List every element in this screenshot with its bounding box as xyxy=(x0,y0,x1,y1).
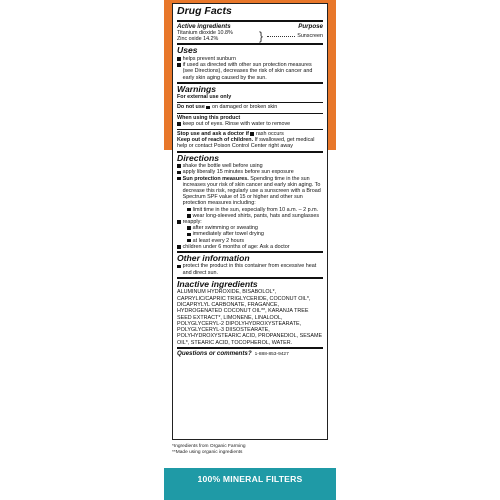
divider xyxy=(177,347,323,349)
divider xyxy=(177,129,323,130)
drug-facts-title: Drug Facts xyxy=(177,5,232,17)
bullet-icon xyxy=(177,122,181,126)
children-direction: children under 6 months of age: Ask a doctor xyxy=(177,244,323,250)
external-use-note: For external use only xyxy=(177,94,232,101)
uses-title: Uses xyxy=(177,45,198,56)
sun-sub-item-2: wear long-sleeved shirts, pants, hats and sunglasses xyxy=(177,213,323,219)
bullet-icon xyxy=(177,265,181,269)
sun-sub-item-1: limit time in the sun, especially from 10 a.m. – 2 p.m. xyxy=(177,207,323,213)
drug-facts-panel xyxy=(172,3,328,440)
phone-number: 1-888-853-9427 xyxy=(254,352,289,358)
uses-item-2: if used as directed with other sun protection measures (see Directions), decreases the risk of skin cancer and early skin aging caused by the sun. xyxy=(177,62,323,81)
bullet-icon xyxy=(187,233,191,237)
when-using-label: When using this product xyxy=(177,114,241,121)
bullet-icon xyxy=(206,106,210,110)
do-not-use: Do not use on damaged or broken skin xyxy=(177,104,278,111)
keep-out-of-reach: Keep out of reach of children. If swallowed, get medical help or contact Poison Control Center right away xyxy=(177,137,315,150)
bullet-icon xyxy=(177,220,181,224)
directions-item-1: shake the bottle well before using xyxy=(177,163,323,169)
bullet-icon xyxy=(250,132,254,136)
questions-label: Questions or comments? xyxy=(177,350,252,358)
warnings-title: Warnings xyxy=(177,83,216,94)
bullet-icon xyxy=(177,171,181,175)
footnote-1: *Ingredients from Organic Farming xyxy=(172,444,246,449)
questions-row xyxy=(177,351,323,358)
purpose-value: Sunscreen xyxy=(297,33,323,40)
footnotes xyxy=(172,444,332,456)
active-ingredient-list xyxy=(177,30,257,42)
bullet-icon xyxy=(177,57,181,61)
bullet-icon xyxy=(177,164,181,168)
sun-protection-measures: Sun protection measures. Spending time in the sun increases your risk of skin cancer and early skin aging. To decrease this risk, regularly use a sunscreen with a Broad Spectrum SPF value of 15 or higher and other sun protection measures including: xyxy=(177,176,323,207)
active-ingredient-1: Titanium dioxide 10.8% xyxy=(177,30,233,36)
bullet-icon xyxy=(177,177,181,181)
inactive-ingredients-title: Inactive ingredients xyxy=(177,278,258,289)
reapply-item-3: at least every 2 hours xyxy=(177,238,323,244)
divider xyxy=(177,113,323,114)
bullet-icon xyxy=(187,208,191,212)
bullet-icon xyxy=(187,239,191,243)
active-ingredients-header xyxy=(177,23,323,30)
stop-use: Stop use and ask a doctor if rash occurs xyxy=(177,131,284,138)
inactive-ingredients-list: ALUMINUM HYDROXIDE, BISABOLOL*, CAPRYLIC/CAPRIC TRIGLYCERIDE, COCONUT OIL*, DICAPRYLYL CARBONATE, FRAGANCE, HYDROGENATED COCONUT OIL**, KARANJA TREE SEED EXTRACT*, LIMONENE, LINALOOL, POLYGLYCERYL-2 DIPOLYHYDROXYSTEARATE, POLYGLYCERYL-3 DIISOSTEARATE, POLYHYDROXYSTEARIC ACID, PROPANEDIOL, SESAME OIL*, STEARIC ACID, TOCOPHEROL, WATER. xyxy=(177,289,323,346)
purpose-heading: Purpose xyxy=(298,23,323,30)
footnote-2: **Made using organic ingredients xyxy=(172,449,243,455)
bullet-icon xyxy=(177,63,181,67)
divider xyxy=(177,20,323,22)
directions-item-2: apply liberally 15 minutes before sun exposure xyxy=(177,169,323,175)
bullet-icon xyxy=(177,245,181,249)
dotted-leader xyxy=(267,36,295,37)
uses-item-1: helps prevent sunburn xyxy=(177,56,323,62)
reapply-item-2: immediately after towel drying xyxy=(177,231,323,237)
other-information-item: protect the product in this container from excessive heat and direct sun. xyxy=(177,263,323,275)
banner-text: 100% MINERAL FILTERS xyxy=(197,474,303,484)
active-ingredients-heading: Active ingredients xyxy=(177,23,231,30)
brace-icon: } xyxy=(258,29,263,44)
divider xyxy=(177,43,323,45)
active-ingredients-row xyxy=(177,30,323,42)
reapply-item-1: after swimming or sweating xyxy=(177,225,323,231)
divider xyxy=(177,102,323,103)
bullet-icon xyxy=(187,214,191,218)
directions-title: Directions xyxy=(177,152,220,163)
reapply: reapply: xyxy=(177,219,323,225)
bullet-icon xyxy=(187,226,191,230)
when-using-item: keep out of eyes. Rinse with water to remove xyxy=(177,121,323,127)
mineral-filters-banner xyxy=(164,468,336,500)
active-ingredient-2: Zinc oxide 14.2% xyxy=(177,36,219,43)
other-information-title: Other information xyxy=(177,252,250,263)
